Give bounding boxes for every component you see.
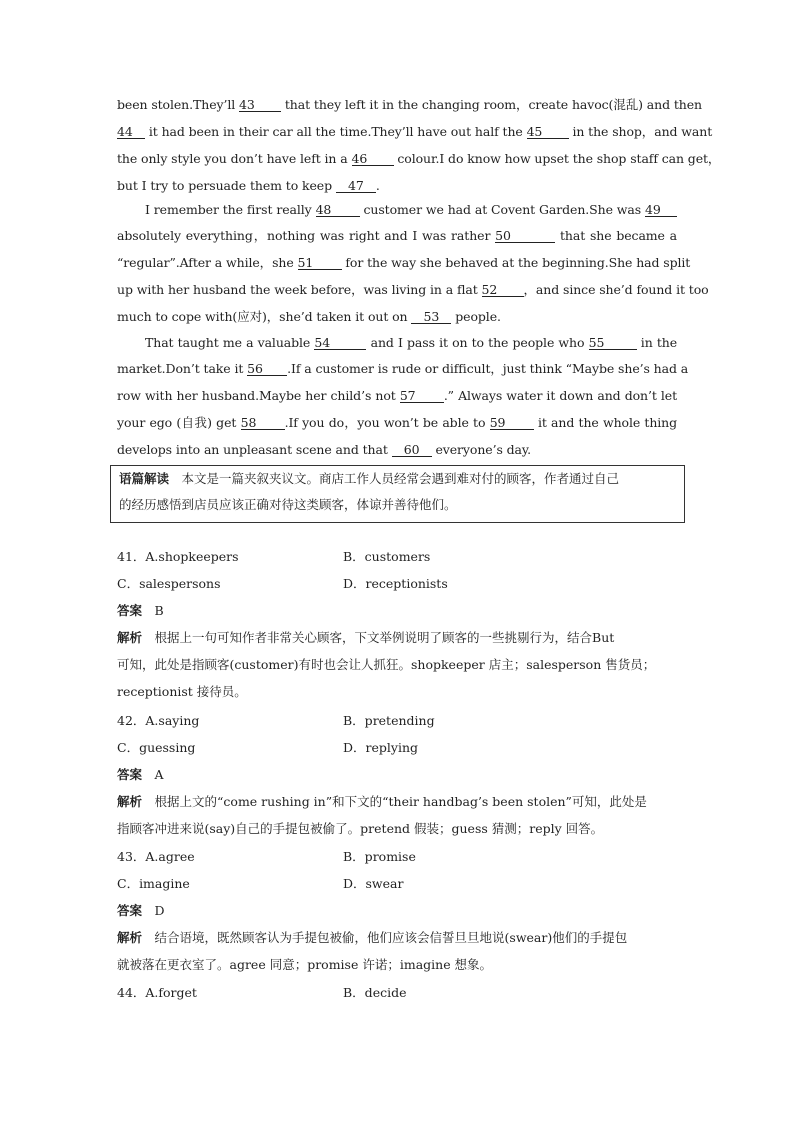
blank: 44 bbox=[117, 125, 145, 139]
blank: 48 bbox=[316, 203, 360, 217]
passage-line: 44 it had been in their car all the time.They’ll have out half the 45 in the shop，and want bbox=[117, 124, 713, 139]
summary-line: 的经历感悟到店员应该正确对待这类顾客，体谅并善待他们。 bbox=[119, 497, 457, 512]
explanation-line: 解析 根据上文的“come rushing in”和下文的“their handbag’s been stolen”可知，此处是 bbox=[117, 794, 647, 809]
answer: 答案 A bbox=[117, 767, 164, 782]
answer: 答案 B bbox=[117, 603, 164, 618]
passage-line: much to cope with(应对)，she’d taken it out on 53 people. bbox=[117, 309, 501, 324]
passage-line: your ego (自我) get 58 .If you do，you won’t be able to 59 it and the whole thing bbox=[117, 415, 678, 430]
option-a: 44．A.forget bbox=[117, 985, 197, 1000]
option-c: C．imagine bbox=[117, 876, 190, 891]
passage-line: but I try to persuade them to keep 47 . bbox=[117, 178, 380, 193]
summary-label: 语篇解读 bbox=[119, 471, 170, 486]
summary-line: 语篇解读 本文是一篇夹叙夹议文。商店工作人员经常会遇到难对付的顾客，作者通过自己 bbox=[119, 471, 620, 486]
explanation-line: 可知，此处是指顾客(customer)有时也会让人抓狂。shopkeeper 店主；salesperson 售货员； bbox=[117, 657, 656, 672]
option-d: D．swear bbox=[343, 876, 404, 891]
blank: 54 bbox=[314, 336, 366, 350]
explanation-line: 解析 根据上一句可知作者非常关心顾客，下文举例说明了顾客的一些挑剔行为，结合But bbox=[117, 630, 615, 645]
passage-line: I remember the first really 48 customer we had at Covent Garden.She was 49 bbox=[117, 202, 677, 218]
passage-line: “regular”.After a while，she 51 for the way she behaved at the beginning.She had split bbox=[117, 255, 691, 270]
summary-box bbox=[110, 465, 685, 523]
blank: 52 bbox=[482, 283, 524, 297]
passage-line: market.Don’t take it 56 .If a customer is rude or difficult，just think “Maybe she’s had a bbox=[117, 361, 689, 376]
blank: 45 bbox=[527, 125, 569, 139]
blank: 53 bbox=[411, 310, 451, 324]
passage-line: develops into an unpleasant scene and that 60 everyone’s day. bbox=[117, 442, 532, 457]
passage-line: been stolen.They’ll 43 that they left it in the changing room，create havoc(混乱) and then bbox=[117, 97, 702, 112]
explanation-line: 解析 结合语境，既然顾客认为手提包被偷，他们应该会信誓旦旦地说(swear)他们的手提包 bbox=[117, 930, 628, 945]
blank: 47 bbox=[336, 179, 376, 193]
passage-line: absolutely everything，nothing was right and I was rather 50 that she became a bbox=[117, 228, 678, 243]
option-b: B．promise bbox=[343, 849, 416, 864]
blank: 49 bbox=[645, 203, 677, 217]
passage-line: up with her husband the week before，was living in a flat 52 ，and since she’d found it too bbox=[117, 282, 709, 297]
explanation-line: receptionist 接待员。 bbox=[117, 684, 247, 699]
explanation-line: 指顾客冲进来说(say)自己的手提包被偷了。pretend 假装；guess 猜测；reply 回答。 bbox=[117, 821, 604, 836]
blank: 58 bbox=[241, 416, 285, 430]
passage-line: the only style you don’t have left in a 46 colour.I do know how upset the shop staff can get， bbox=[117, 151, 721, 166]
blank: 50 bbox=[495, 229, 555, 243]
option-c: C．salespersons bbox=[117, 576, 221, 591]
option-a: 43．A.agree bbox=[117, 849, 195, 864]
blank: 60 bbox=[392, 443, 432, 457]
option-b: B．decide bbox=[343, 985, 407, 1000]
passage-line: row with her husband.Maybe her child’s not 57 .” Always water it down and don’t let bbox=[117, 388, 678, 403]
answer: 答案 D bbox=[117, 903, 165, 918]
blank: 51 bbox=[298, 256, 342, 270]
option-a: 42．A.saying bbox=[117, 713, 200, 728]
blank: 55 bbox=[589, 336, 637, 350]
explanation-line: 就被落在更衣室了。agree 同意；promise 许诺；imagine 想象。 bbox=[117, 957, 493, 972]
option-b: B．customers bbox=[343, 549, 431, 564]
blank: 43 bbox=[239, 98, 281, 112]
option-a: 41．A.shopkeepers bbox=[117, 549, 239, 564]
option-d: D．receptionists bbox=[343, 576, 448, 591]
blank: 46 bbox=[352, 152, 394, 166]
option-c: C．guessing bbox=[117, 740, 196, 755]
blank: 56 bbox=[247, 362, 287, 376]
option-d: D．replying bbox=[343, 740, 419, 755]
passage-line: That taught me a valuable 54 and I pass it on to the people who 55 in the bbox=[145, 335, 678, 350]
blank: 57 bbox=[400, 389, 444, 403]
blank: 59 bbox=[490, 416, 534, 430]
option-b: B．pretending bbox=[343, 713, 435, 728]
